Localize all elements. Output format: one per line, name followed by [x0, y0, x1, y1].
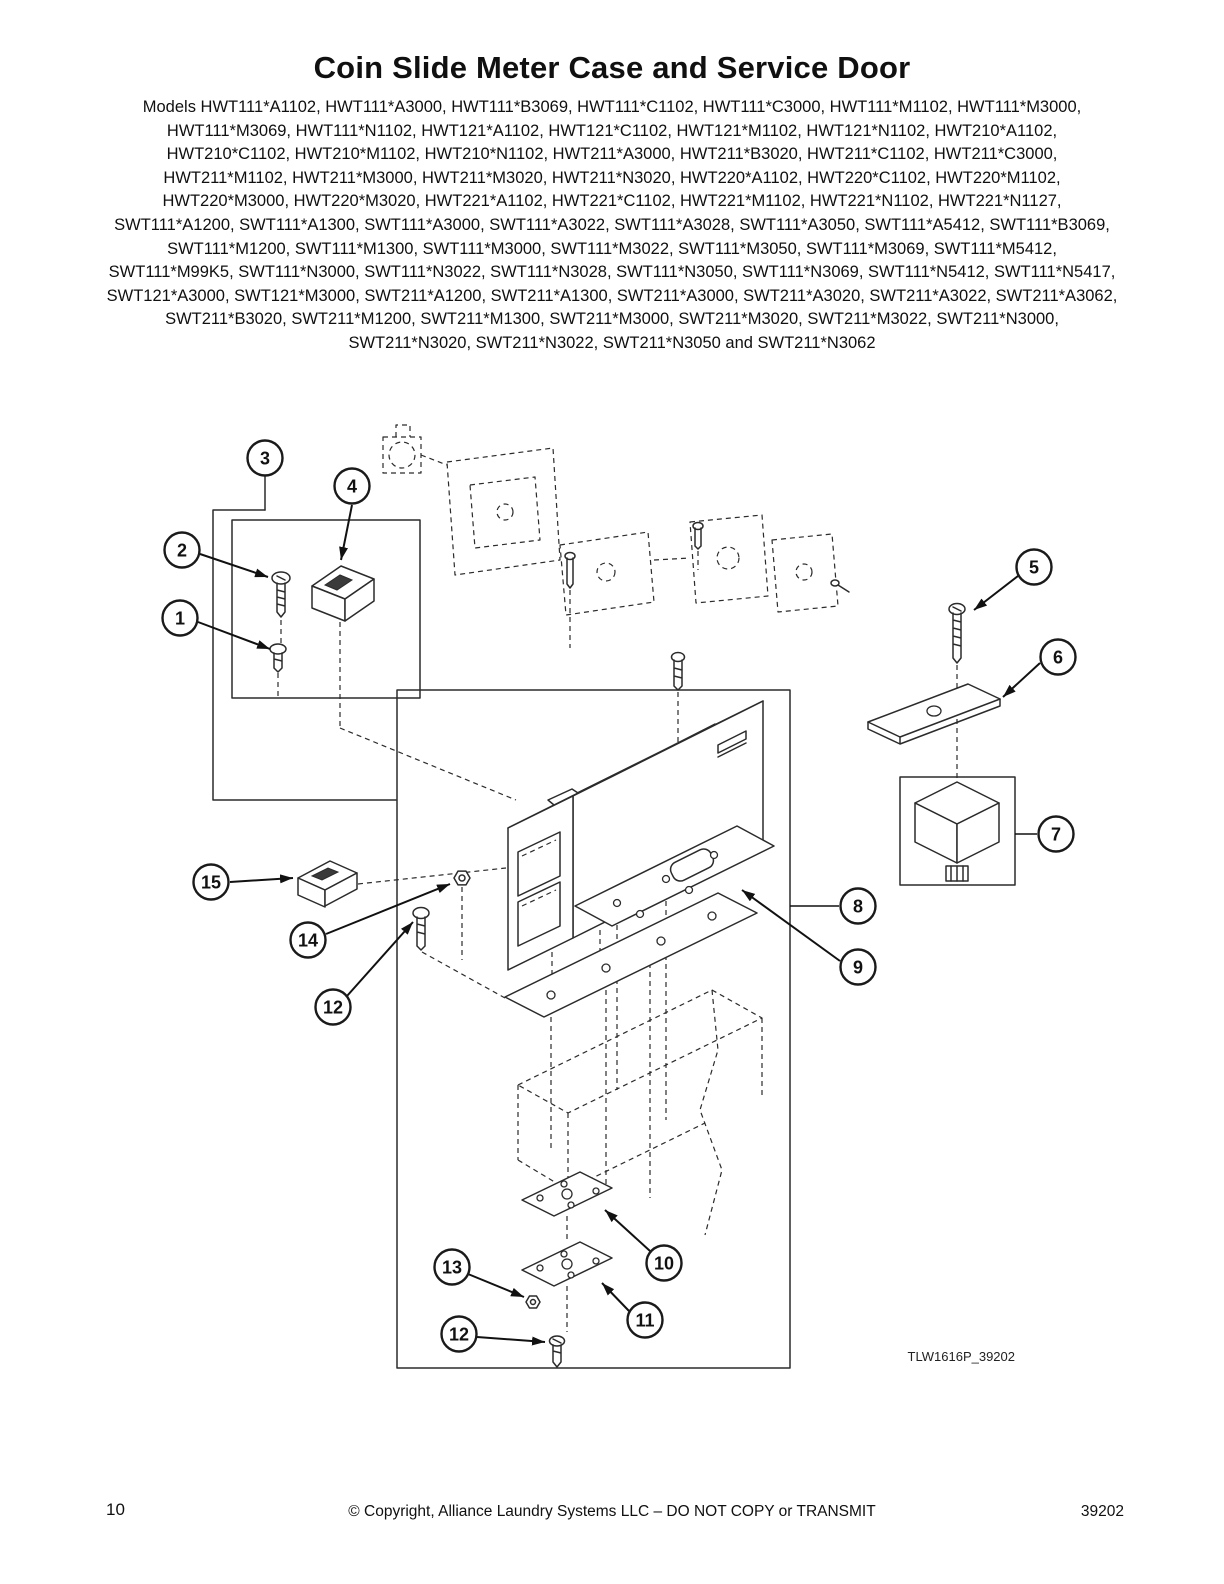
page-title: Coin Slide Meter Case and Service Door	[313, 50, 911, 85]
push-nut-part-13	[526, 1296, 540, 1308]
callout-11	[628, 1303, 663, 1338]
spacer-plate-part-10	[522, 1172, 612, 1216]
figure-code: TLW1616P_39202	[907, 1349, 1015, 1364]
page-footer	[0, 1400, 1224, 1584]
screw-part-2	[272, 572, 290, 617]
screw-above-case	[672, 653, 685, 743]
svg-text:8: 8	[852, 896, 864, 917]
svg-text:12: 12	[322, 997, 344, 1018]
ghost-coin-slide-mechanism	[383, 425, 838, 615]
svg-text:9: 9	[852, 957, 864, 978]
machine-screw-mid	[565, 553, 575, 649]
svg-text:14: 14	[297, 930, 319, 951]
svg-text:13: 13	[441, 1257, 463, 1278]
models-list: Models HWT111*A1102, HWT111*A3000, HWT111*B3069, HWT111*C1102, HWT111*C3000, HWT111*M1102, HWT111*M3000, HWT111*M3069, HWT111*N1102, HWT121*A1102, HWT121*C1102, HWT121*M1102, HWT121*N1102, HWT210*A1102, HWT210*C1102, HWT210*M1102, HWT210*N1102, HWT211*A3000, HWT211*B3020, HWT211*C1102, HWT211*C3000, HWT211*M1102, HWT211*M3000, HWT211*M3020, HWT211*N3020, HWT220*A1102, HWT220*C1102, HWT220*M1102, HWT220*M3000, HWT220*M3020, HWT221*A1102, HWT221*C1102, HWT221*M1102, HWT221*N1102, HWT221*N1127, SWT111*A1200, SWT111*A1300, SWT111*A3000, SWT111*A3022, SWT111*A3028, SWT111*A3050, SWT111*A5412, SWT111*B3069, SWT111*M1200, SWT111*M1300, SWT111*M3000, SWT111*M3022, SWT111*M3050, SWT111*M3069, SWT111*M5412, SWT111*M99K5, SWT111*N3000, SWT111*N3022, SWT111*N3028, SWT111*N3050, SWT111*N3069, SWT111*N5412, SWT111*N5417, SWT121*A3000, SWT121*M3000, SWT211*A1200, SWT211*A1300, SWT211*A3000, SWT211*A3020, SWT211*A3022, SWT211*A3062, SWT211*B3020, SWT211*M1200, SWT211*M1300, SWT211*M3000, SWT211*M3020, SWT211*M3022, SWT211*N3000, SWT211*N3020, SWT211*N3022, SWT211*N3050 and SWT211*N3062	[106, 98, 1118, 352]
callout-9	[841, 950, 876, 985]
callout-4	[335, 469, 370, 504]
callout-arrows	[198, 505, 1040, 1342]
svg-text:3: 3	[259, 448, 271, 469]
callout-12-lower	[442, 1317, 477, 1352]
callout-2	[165, 533, 200, 568]
callout-14	[291, 923, 326, 958]
screw-part-12-upper	[413, 908, 429, 951]
spacer-plate-part-11	[522, 1242, 612, 1286]
svg-text:1: 1	[174, 608, 186, 629]
exploded-parts-diagram	[0, 400, 1224, 1400]
callout-7	[1039, 817, 1074, 852]
screw-part-5	[949, 604, 965, 664]
callout-6	[1041, 640, 1076, 675]
coin-slide-bracket-part-15	[298, 861, 357, 907]
callout-1	[163, 601, 198, 636]
svg-text:15: 15	[200, 872, 222, 893]
lock-plate-part-6	[868, 684, 1000, 744]
svg-text:11: 11	[635, 1310, 655, 1331]
page-number: 10	[106, 1500, 125, 1519]
document-number: 39202	[1080, 1503, 1124, 1520]
callout-10	[647, 1246, 682, 1281]
callout-leader-lines	[790, 834, 1037, 906]
callout-5	[1017, 550, 1052, 585]
screw-part-12-lower	[550, 1336, 565, 1367]
screw-part-1	[270, 644, 286, 672]
meter-case-bracket-part-4	[312, 566, 374, 621]
copyright-notice: © Copyright, Alliance Laundry Systems LLC – DO NOT COPY or TRANSMIT	[348, 1503, 876, 1520]
hex-nut-part-14	[454, 871, 470, 885]
callout-13	[435, 1250, 470, 1285]
svg-text:4: 4	[346, 476, 358, 497]
svg-text:12: 12	[448, 1324, 470, 1345]
callout-8	[841, 889, 876, 924]
callout-15	[194, 865, 229, 900]
diagram-area	[0, 400, 1224, 1400]
page-header	[0, 0, 1224, 400]
machine-screw-right	[831, 580, 849, 592]
svg-text:10: 10	[653, 1253, 675, 1274]
callout-3	[248, 441, 283, 476]
meter-bracket-part-7	[915, 782, 999, 881]
svg-text:2: 2	[176, 540, 188, 561]
callout-12-upper	[316, 990, 351, 1025]
svg-text:7: 7	[1050, 824, 1062, 845]
svg-text:5: 5	[1028, 557, 1040, 578]
machine-screw-top	[693, 523, 703, 571]
svg-text:6: 6	[1052, 647, 1064, 668]
